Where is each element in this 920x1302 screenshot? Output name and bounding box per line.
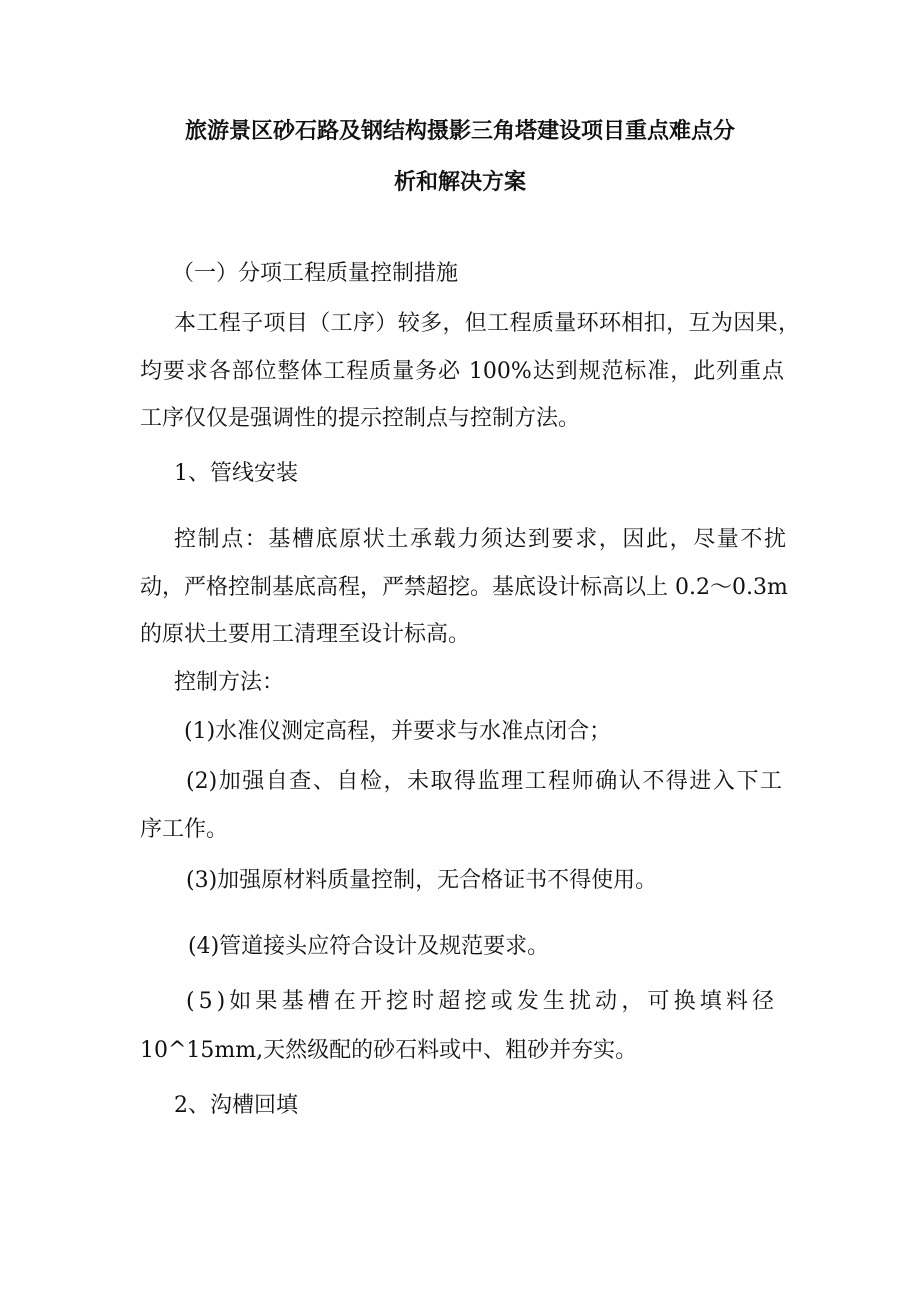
subsection-heading: 1、管线安装 bbox=[174, 461, 298, 486]
paragraph-line: 控制点：基槽底原状土承载力须达到要求，因此，尽量不扰 bbox=[174, 527, 786, 552]
paragraph-line: 动，严格控制基底高程，严禁超挖。基底设计标高以上 0.2～0.3m bbox=[140, 575, 788, 600]
list-item: (1)水准仪测定高程，并要求与水准点闭合； bbox=[184, 719, 612, 744]
list-item: (2)加强自查、自检，未取得监理工程师确认不得进入下工 bbox=[186, 769, 782, 794]
paragraph-line: 工序仅仅是强调性的提示控制点与控制方法。 bbox=[140, 406, 581, 431]
paragraph-line: 控制方法： bbox=[174, 670, 285, 695]
paragraph-line: 均要求各部位整体工程质量务必 100%达到规范标准，此列重点 bbox=[140, 359, 784, 384]
paragraph-line: 的原状土要用工清理至设计标高。 bbox=[140, 622, 471, 647]
document-title-line-1: 旅游景区砂石路及钢结构摄影三角塔建设项目重点难点分 bbox=[184, 119, 735, 144]
subsection-heading: 2、沟槽回填 bbox=[174, 1093, 298, 1118]
list-item-continuation: 10^15mm,天然级配的砂石料或中、粗砂并夯实。 bbox=[140, 1038, 638, 1063]
list-item: (5)如果基槽在开挖时超挖或发生扰动，可换填料径 bbox=[186, 989, 778, 1014]
list-item-continuation: 序工作。 bbox=[140, 817, 229, 842]
section-heading: （一）分项工程质量控制措施 bbox=[172, 261, 459, 286]
paragraph-line: 本工程子项目（工序）较多，但工程质量环环相扣，互为因果， bbox=[174, 311, 800, 336]
list-item: (4)管道接头应符合设计及规范要求。 bbox=[188, 934, 550, 959]
list-item: (3)加强原材料质量控制，无合格证书不得使用。 bbox=[186, 868, 658, 893]
document-title-line-2: 析和解决方案 bbox=[393, 170, 526, 195]
